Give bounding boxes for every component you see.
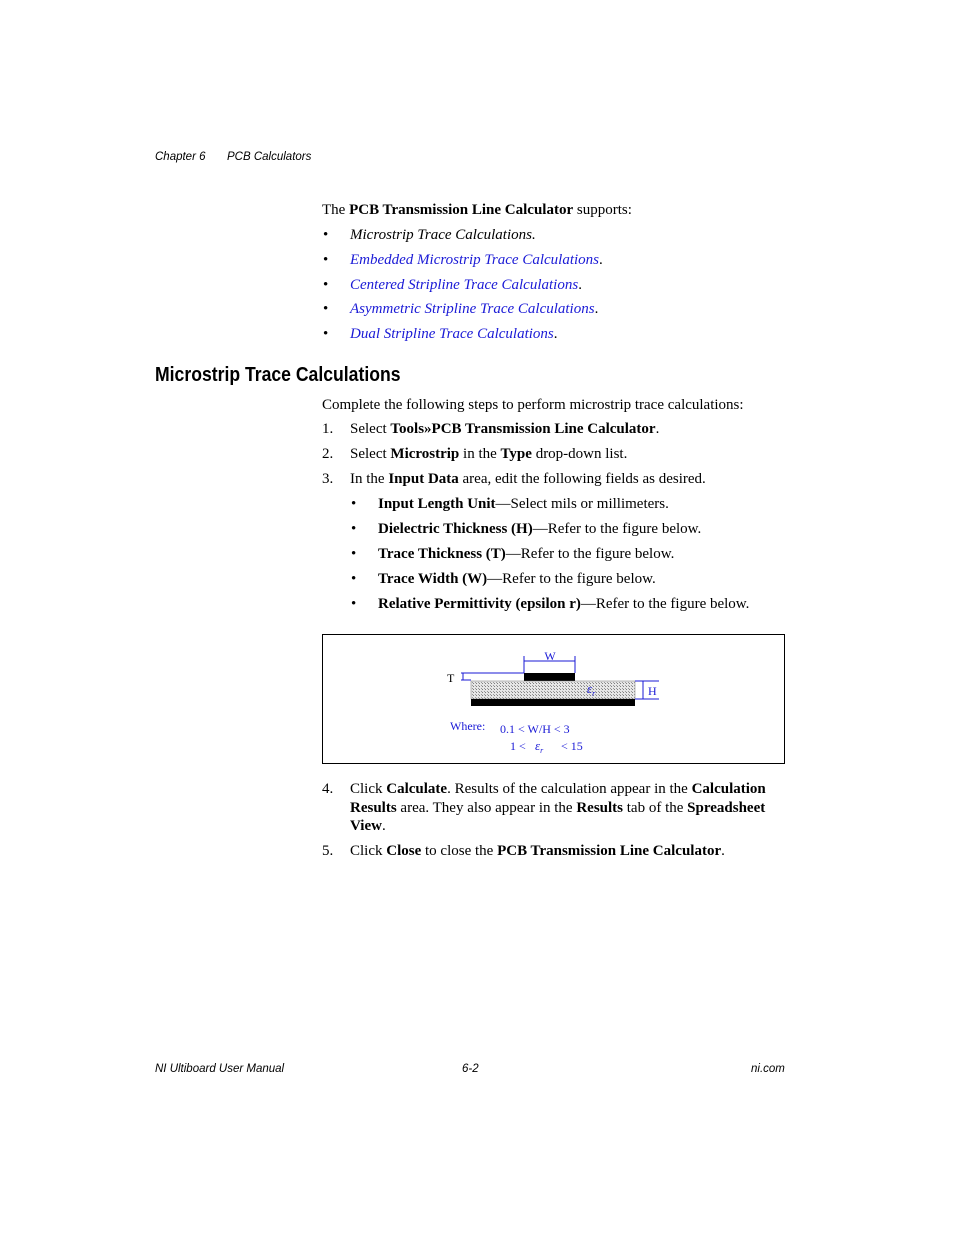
condition-epsilon — [535, 738, 544, 755]
step-text: . — [381, 818, 386, 834]
field-desc: —Refer to the figure below. — [580, 596, 750, 612]
supports-item-embedded: Embedded Microstrip Trace Calculations. — [350, 252, 603, 268]
step-bold: Calculate — [386, 781, 448, 797]
microstrip-diagram — [323, 635, 784, 763]
supports-item-asymmetric: Asymmetric Stripline Trace Calculations. — [350, 301, 599, 317]
bullet: • — [323, 277, 329, 293]
field-name: Relative Permittivity (epsilon r) — [378, 596, 581, 612]
field-name: Trace Thickness (T) — [378, 546, 506, 562]
intro-bold: PCB Transmission Line Calculator — [349, 202, 574, 218]
field-input-length-unit — [378, 496, 669, 513]
bullet: • — [323, 301, 329, 317]
step-text: area. They also appear in the — [396, 800, 577, 816]
field-name: Input Length Unit — [378, 496, 496, 512]
dielectric-layer — [471, 681, 635, 699]
bullet: • — [351, 521, 357, 537]
step-4-line-1 — [350, 781, 786, 798]
lead-paragraph: Complete the following steps to perform microstrip trace calculations: — [322, 397, 744, 413]
label-h: H — [648, 684, 657, 698]
step-bold: View — [350, 818, 382, 834]
supports-item-microstrip: Microstrip Trace Calculations. — [350, 227, 536, 243]
step-text: drop-down list. — [531, 446, 628, 462]
step-bold: Type — [500, 446, 532, 462]
link-centered-stripline[interactable]: Centered Stripline Trace Calculations — [350, 277, 579, 293]
condition-er-low: 1 < — [510, 739, 526, 753]
field-desc: —Select mils or millimeters. — [495, 496, 669, 512]
field-desc: —Refer to the figure below. — [532, 521, 702, 537]
step-text: area, edit the following fields as desired. — [458, 471, 706, 487]
footer-page-number: 6-2 — [462, 1063, 479, 1075]
intro-post: supports: — [573, 202, 632, 218]
footer-manual-title: NI Ultiboard User Manual — [155, 1063, 285, 1075]
bullet: • — [351, 596, 357, 612]
supports-item-text: Microstrip Trace Calculations — [350, 227, 532, 243]
step-bold: Results — [350, 800, 397, 816]
supports-item-centered: Centered Stripline Trace Calculations. — [350, 277, 582, 293]
bullet: • — [351, 571, 357, 587]
step-bold: Close — [386, 843, 422, 859]
link-embedded-microstrip[interactable]: Embedded Microstrip Trace Calculations — [350, 252, 600, 268]
step-text: In the — [350, 471, 389, 487]
step-text: . — [721, 843, 725, 859]
field-dielectric-thickness — [378, 521, 701, 538]
field-desc: —Refer to the figure below. — [487, 571, 656, 587]
step-text: Select — [350, 421, 391, 437]
supports-item-dual: Dual Stripline Trace Calculations. — [350, 326, 558, 342]
field-name: Dielectric Thickness (H) — [378, 521, 533, 537]
step-bold: PCB Transmission Line Calculator — [497, 843, 722, 859]
step-number: 4. — [322, 781, 334, 797]
trace-conductor — [524, 673, 575, 681]
label-epsilon: ε — [587, 681, 593, 696]
label-t: T — [447, 671, 455, 685]
step-text: tab of the — [623, 800, 688, 816]
condition-epsilon-sym: ε — [535, 738, 541, 753]
step-number: 5. — [322, 843, 334, 859]
label-epsilon-sub: r — [592, 689, 596, 698]
link-asymmetric-stripline[interactable]: Asymmetric Stripline Trace Calculations — [350, 301, 595, 317]
microstrip-figure — [322, 634, 785, 764]
step-bold: Tools»PCB Transmission Line Calculator — [390, 421, 656, 437]
section-heading-text: Microstrip Trace Calculations — [155, 364, 401, 386]
where-label: Where: — [450, 719, 486, 733]
step-3 — [350, 471, 706, 488]
step-text: to close the — [421, 843, 498, 859]
intro-paragraph — [322, 202, 632, 219]
bullet: • — [351, 496, 357, 512]
label-w: W — [544, 649, 556, 663]
field-trace-width — [378, 571, 656, 588]
step-5 — [350, 843, 725, 860]
step-text: . — [655, 421, 660, 437]
step-text: Click — [350, 781, 387, 797]
bullet: • — [323, 227, 329, 243]
step-bold: Input Data — [388, 471, 459, 487]
field-trace-thickness — [378, 546, 674, 563]
footer-website: ni.com — [751, 1063, 785, 1075]
step-bold: Spreadsheet — [687, 800, 766, 816]
step-text: . Results of the calculation appear in the — [447, 781, 692, 797]
step-4-line-2 — [350, 800, 786, 817]
step-4 — [350, 781, 786, 835]
step-bold: Microstrip — [390, 446, 460, 462]
step-number: 1. — [322, 421, 334, 437]
condition-epsilon-sub: r — [540, 746, 544, 755]
step-bold: Calculation — [691, 781, 766, 797]
field-name: Trace Width (W) — [378, 571, 488, 587]
step-bold: Results — [576, 800, 623, 816]
step-1 — [350, 421, 659, 438]
step-number: 2. — [322, 446, 334, 462]
running-header-chapter: Chapter 6 — [155, 151, 206, 163]
step-number: 3. — [322, 471, 334, 487]
step-text: Select — [350, 446, 391, 462]
step-text: Click — [350, 843, 387, 859]
intro-pre: The — [322, 202, 350, 218]
running-header-section: PCB Calculators — [227, 151, 312, 163]
link-dual-stripline[interactable]: Dual Stripline Trace Calculations — [350, 326, 554, 342]
condition-er-high: < 15 — [561, 739, 583, 753]
step-text: in the — [459, 446, 501, 462]
condition-wh: 0.1 < W/H < 3 — [500, 722, 570, 736]
section-heading — [155, 364, 434, 387]
field-desc: —Refer to the figure below. — [505, 546, 675, 562]
ground-plane — [471, 699, 635, 706]
step-4-line-3 — [350, 818, 786, 835]
bullet: • — [323, 326, 329, 342]
bullet: • — [323, 252, 329, 268]
bullet: • — [351, 546, 357, 562]
field-relative-permittivity — [378, 596, 749, 613]
step-2 — [350, 446, 627, 463]
